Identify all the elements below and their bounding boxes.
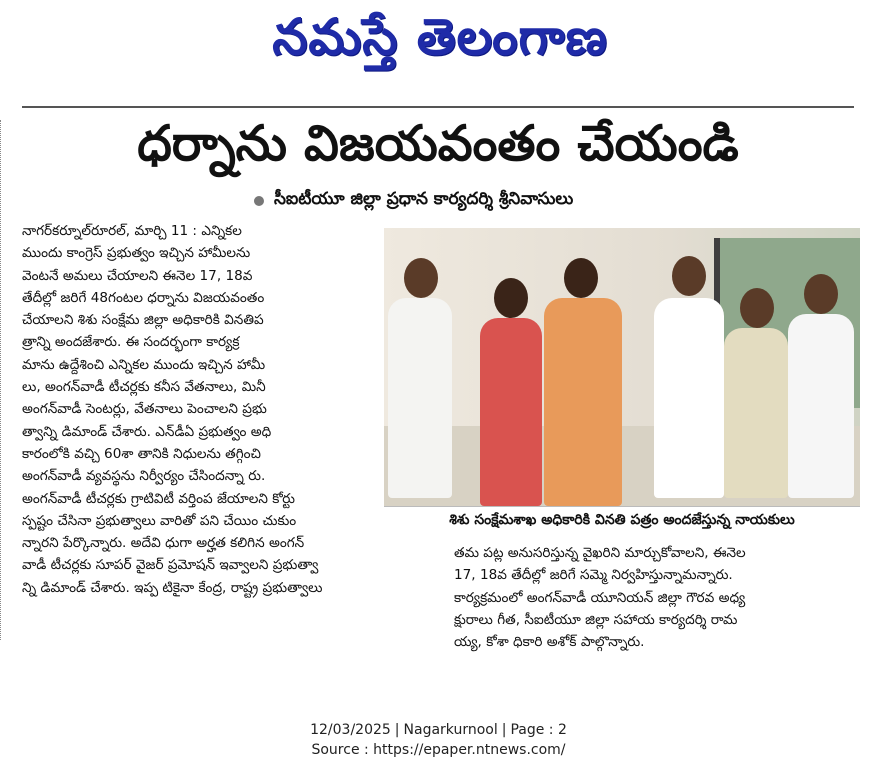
body-line: తేదీల్లో జరిగే 48గంటల ధర్నాను విజయవంతం	[22, 289, 265, 306]
clip-edge-marker	[0, 120, 5, 640]
body-line: త్రాన్ని అందజేశారు. ఈ సందర్భంగా కార్యక్ర	[22, 334, 240, 351]
photo-person	[388, 298, 452, 498]
news-clipping	[22, 106, 854, 708]
body-line: చేయాలని శిశు సంక్షేమ జిల్లా అధికారికి వినతిప	[22, 312, 264, 329]
newspaper-masthead: నమస్తే తెలంగాణ	[272, 7, 608, 66]
footer-page: Page : 2	[510, 722, 567, 738]
photo-caption: శిశు సంక్షేమశాఖ అధికారికి వినతి పత్రం అందజేస్తున్న నాయకులు	[384, 506, 860, 535]
body-line: క్షురాలు గీత, సీఐటీయూ జిల్లా సహాయ కార్యదర్శి రామ	[454, 611, 738, 628]
body-line: న్నారని పేర్కొన్నారు. అదేవి ధుగా అర్హత కలిగిన అంగన్	[22, 535, 305, 552]
body-line: 17, 18వ తేదీల్లో జరిగే సమ్మె నిర్వహిస్తున్నామన్నారు.	[454, 567, 733, 584]
body-line: స్పష్టం చేసినా ప్రభుత్వాలు వారితో పని చేయిం చుకుం	[22, 512, 297, 529]
body-line: త్వాన్ని డిమాండ్ చేశారు. ఎన్‌డీఏ ప్రభుత్వం అధి	[22, 423, 272, 440]
footer-source: Source : https://epaper.ntnews.com/	[311, 742, 566, 758]
body-line: అంగన్‌వాడీ టీచర్లకు గ్రాటివిటీ వర్తింప జేయాలని కోర్టు	[22, 490, 295, 507]
body-line: అంగన్‌వాడీ వ్యవస్థను నిర్వీర్యం చేసిందన్నా రు.	[22, 468, 266, 485]
footer-edition: Nagarkurnool	[403, 722, 498, 738]
article-headline: ధర్నాను విజయవంతం చేయండి	[137, 114, 739, 172]
photo-person	[788, 314, 854, 498]
body-line: నాగర్‌కర్నూల్‌రూరల్, మార్చి 11 : ఎన్నికల	[22, 223, 242, 239]
body-line: లు, అంగన్‌వాడీ టీచర్లకు కనీస వేతనాలు, మినీ	[22, 379, 266, 396]
body-line: మాను ఉద్దేశించి ఎన్నికల ముందు ఇచ్చిన హామీ	[22, 356, 266, 373]
page-footer	[0, 720, 877, 760]
footer-edition-line: 12/03/2025 | Nagarkurnool | Page : 2	[310, 722, 567, 738]
body-line: కారంలోకి వచ్చి 60శా తానికి నిధులను తగ్గించి	[22, 445, 261, 462]
body-line: అంగన్‌వాడీ సెంటర్లు, వేతనాలు పెంచాలని ప్రభు	[22, 401, 267, 418]
news-photo	[384, 228, 860, 506]
article-subheadline-row	[254, 186, 573, 216]
body-line: వాడీ టీచర్లకు సూపర్ వైజర్ ప్రమోషన్ ఇవ్వాలని ప్రభుత్వా	[22, 557, 319, 574]
footer-date: 12/03/2025	[310, 722, 391, 738]
photo-person	[544, 298, 622, 506]
bullet-icon	[254, 196, 264, 206]
article-subheadline: సీఐటీయూ జిల్లా ప్రధాన కార్యదర్శి శ్రీనివాసులు	[274, 189, 574, 209]
article-body-left-column	[22, 220, 422, 599]
body-line: వెంటనే అమలు చేయాలని ఈనెల 17, 18వ	[22, 267, 253, 284]
body-line: న్ని డిమాండ్ చేశారు. ఇప్ప టికైనా కేంద్ర, రాష్ట్ర ప్రభుత్వాలు	[22, 579, 323, 596]
photo-person	[480, 318, 542, 506]
body-line: ముందు కాంగ్రెస్ ప్రభుత్వం ఇచ్చిన హామీలను	[22, 245, 251, 262]
photo-person	[724, 328, 788, 498]
body-line: తమ పట్ల అనుసరిస్తున్న వైఖరిని మార్చుకోవాలని, ఈనెల	[454, 545, 746, 561]
article-body-right-column	[454, 542, 856, 653]
body-line: కార్యక్రమంలో అంగన్‌వాడీ యూనియన్ జిల్లా గౌరవ అధ్య	[454, 589, 746, 606]
body-line: య్య, కోశా ధికారి అశోక్ పాల్గొన్నారు.	[454, 634, 645, 651]
photo-person	[654, 298, 724, 498]
